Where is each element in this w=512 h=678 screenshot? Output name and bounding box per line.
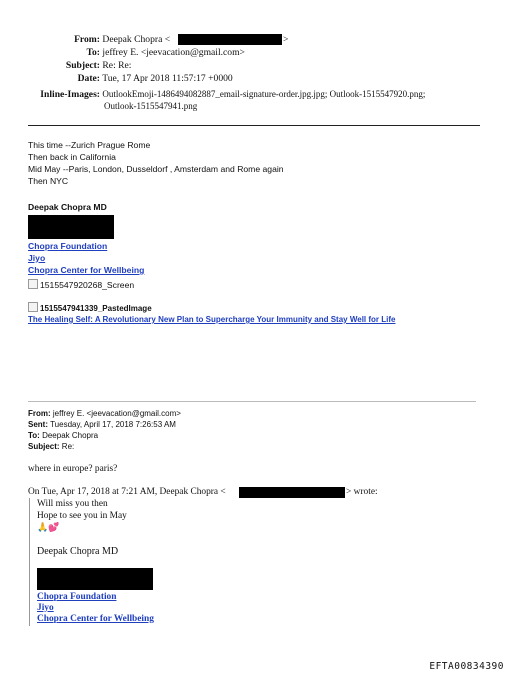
quoted-divider [28, 401, 476, 402]
link-healing-self[interactable]: The Healing Self: A Revolutionary New Plan to Supercharge Your Immunity and Stay Well for Life [28, 315, 396, 324]
inline-images-value-2: Outlook-1515547941.png [104, 101, 198, 111]
redaction-box [178, 34, 282, 45]
header-date-row [0, 73, 233, 85]
from-end: > [283, 34, 289, 45]
broken-image-screen [28, 279, 134, 291]
from-value: Deepak Chopra < [102, 34, 171, 45]
broken-image-icon [28, 279, 38, 289]
quoted-attribution-suffix: > wrote: [346, 487, 378, 497]
signature-name: Deepak Chopra MD [28, 202, 107, 212]
date-label: Date: [77, 73, 100, 84]
quoted-line-2: Hope to see you in May [37, 511, 127, 521]
subject-label: Subject: [65, 60, 100, 71]
quoted-to-label: To: [28, 431, 40, 440]
link-jiyo[interactable]: Jiyo [28, 253, 46, 263]
message-line-2: Then back in California [28, 152, 116, 162]
quoted-link-chopra-foundation[interactable]: Chopra Foundation [37, 592, 117, 602]
quoted-body: where in europe? paris? [28, 464, 118, 474]
quoted-line-1: Will miss you then [37, 499, 108, 509]
quoted-to-value: Deepak Chopra [42, 431, 99, 440]
redaction-box [239, 487, 345, 498]
header-inline-row [0, 88, 425, 101]
inline-images-value: OutlookEmoji-1486494082887_email-signature-order.jpg.jpg; Outlook-1515547920.png; [102, 89, 426, 99]
header-from-row [0, 34, 170, 46]
date-value: Tue, 17 Apr 2018 11:57:17 +0000 [102, 73, 233, 84]
emoji-hands-hearts-icon: 🙏💕 [37, 523, 60, 533]
header-subject-row [0, 60, 131, 72]
redaction-box [28, 215, 114, 239]
message-line-3: Mid May --Paris, London, Dusseldorf , Amsterdam and Rome again [28, 164, 284, 174]
image-alt-text: 1515547920268_Screen [40, 280, 135, 290]
document-id: EFTA00834390 [429, 661, 504, 672]
link-chopra-foundation[interactable]: Chopra Foundation [28, 241, 108, 251]
quoted-sent-value: Tuesday, April 17, 2018 7:26:53 AM [50, 420, 176, 429]
quoted-attribution-prefix: On Tue, Apr 17, 2018 at 7:21 AM, Deepak Chopra < [28, 487, 226, 497]
quoted-from-value: jeffrey E. <jeevacation@gmail.com> [52, 409, 181, 418]
quoted-link-jiyo[interactable]: Jiyo [37, 603, 54, 613]
header-to-row [0, 47, 245, 59]
from-label: From: [74, 34, 100, 45]
to-label: To: [86, 47, 100, 58]
header-divider [28, 125, 480, 126]
broken-image-icon [28, 302, 38, 312]
redaction-box [37, 568, 153, 590]
message-line-1: This time --Zurich Prague Rome [28, 140, 151, 150]
broken-image-pasted [28, 302, 152, 314]
link-chopra-center[interactable]: Chopra Center for Wellbeing [28, 265, 145, 275]
to-value: jeffrey E. <jeevacation@gmail.com> [102, 47, 245, 58]
subject-value: Re: Re: [102, 60, 132, 71]
message-line-4: Then NYC [28, 176, 69, 186]
quoted-subject-row [28, 441, 74, 452]
quoted-from-label: From: [28, 409, 51, 418]
quoted-from-row [28, 408, 181, 419]
quoted-sent-row [28, 419, 176, 430]
inline-images-label: Inline-Images: [40, 89, 100, 100]
quoted-subject-value: Re: [61, 442, 75, 451]
image-alt-text: 1515547941339_PastedImage [40, 304, 152, 313]
quoted-to-row [28, 430, 98, 441]
quoted-signature-name: Deepak Chopra MD [37, 546, 119, 557]
quoted-link-chopra-center[interactable]: Chopra Center for Wellbeing [37, 614, 154, 624]
quote-bar [29, 498, 30, 626]
quoted-subject-label: Subject: [28, 442, 60, 451]
quoted-sent-label: Sent: [28, 420, 48, 429]
